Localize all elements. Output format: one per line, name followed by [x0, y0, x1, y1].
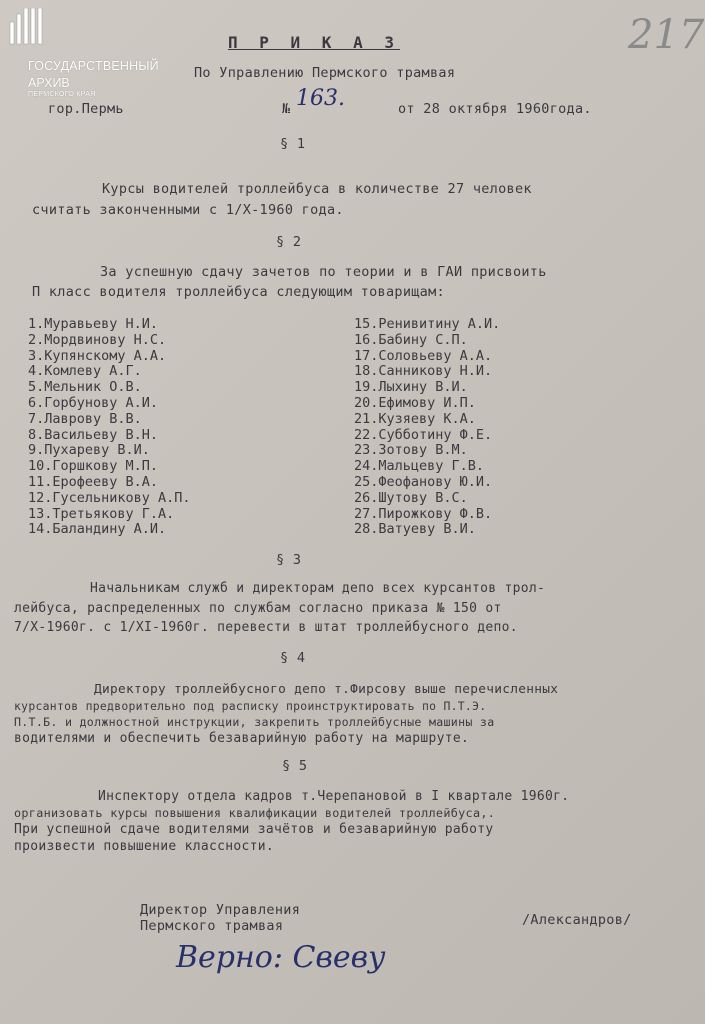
- list-item: 17.Соловьеву А.А.: [354, 347, 493, 364]
- document-subtitle: По Управлению Пермского трамвая: [194, 65, 456, 81]
- list-item: 22.Субботину Ф.Е.: [354, 426, 493, 443]
- section-heading: § 3: [276, 552, 302, 568]
- order-date: от 28 октября 1960года.: [398, 101, 592, 117]
- list-item: 8.Васильеву В.Н.: [28, 426, 159, 443]
- section-line: водителями и обеспечить безаварийную работу на маршруте.: [14, 731, 470, 746]
- list-item: 6.Горбунову А.И.: [28, 394, 159, 411]
- order-number-sign: №: [282, 101, 291, 117]
- section-heading: § 1: [280, 136, 306, 152]
- section-line: П.Т.Б. и должностной инструкции, закрепить троллейбусные машины за: [14, 715, 495, 729]
- signatory-position: Пермского трамвая: [140, 918, 284, 934]
- names-list-right: [354, 316, 500, 537]
- list-item: 27.Пирожкову Ф.В.: [354, 505, 493, 522]
- list-item: 23.Зотову В.М.: [354, 442, 468, 459]
- list-item: 7.Лаврову В.В.: [28, 410, 142, 427]
- section-line: курсантов предворительно под расписку проинструктировать по П.Т.Э.: [14, 699, 487, 713]
- list-item: 11.Ерофееву В.А.: [28, 473, 159, 490]
- list-item: 19.Лыхину В.И.: [354, 379, 468, 396]
- list-item: 1.Муравьеву Н.И.: [28, 316, 159, 332]
- list-item: 21.Кузяеву К.А.: [354, 410, 476, 427]
- list-item: 20.Ефимову И.П.: [354, 394, 476, 411]
- list-item: 28.Ватуеву В.И.: [354, 521, 476, 538]
- list-item: 25.Феофанову Ю.И.: [354, 473, 493, 490]
- list-item: 13.Третьякову Г.А.: [28, 505, 175, 522]
- signatory-name: /Александров/: [522, 912, 632, 928]
- section-line: За успешную сдачу зачетов по теории и в ГАИ присвоить: [100, 264, 547, 280]
- section-line: произвести повышение классности.: [14, 839, 275, 854]
- logo-text-line3: ПЕРМСКОГО КРАЯ: [28, 91, 96, 98]
- certification-handwritten: Верно: Свеву: [176, 940, 386, 975]
- section-line: Инспектору отдела кадров т.Черепановой в I квартале 1960г.: [98, 789, 570, 804]
- list-item: 5.Мельник О.В.: [28, 379, 142, 396]
- section-line: Курсы водителей троллейбуса в количестве 27 человек: [102, 181, 532, 197]
- list-item: 12.Гусельникову А.П.: [28, 489, 191, 506]
- list-item: 4.Комлеву А.Г.: [28, 363, 142, 380]
- logo-text-line2: АРХИВ: [28, 76, 70, 90]
- list-item: 16.Бабину С.П.: [354, 331, 468, 348]
- order-number: 163.: [296, 86, 345, 111]
- section-line: организовать курсы повышения квалификации водителей троллейбуса,.: [14, 806, 496, 820]
- section-line: П класс водителя троллейбуса следующим товарищам:: [32, 284, 445, 300]
- list-item: 26.Шутову В.С.: [354, 489, 468, 506]
- section-line: При успешной сдаче водителями зачётов и безаварийную работу: [14, 822, 494, 837]
- section-heading: § 2: [276, 234, 302, 250]
- list-item: 18.Санникову Н.И.: [354, 363, 493, 380]
- section-line: лейбуса, распределенных по службам согласно приказа № 150 от: [14, 601, 502, 616]
- section-line: Начальникам служб и директорам депо всех курсантов трол-: [90, 581, 546, 596]
- document-title: П Р И К А З: [228, 33, 400, 52]
- list-item: 10.Горшкову М.П.: [28, 458, 159, 475]
- signatory-position: Директор Управления: [140, 902, 301, 918]
- archive-logo-icon: [8, 8, 44, 46]
- list-item: 2.Мордвинову Н.С.: [28, 331, 167, 348]
- list-item: 14.Баландину А.И.: [28, 521, 167, 538]
- section-line: Директору троллейбусного депо т.Фирсову выше перечисленных: [94, 682, 559, 697]
- section-line: считать законченными с 1/Х-1960 года.: [32, 202, 344, 218]
- list-item: 24.Мальцеву Г.В.: [354, 458, 485, 475]
- names-list-left: [28, 316, 191, 537]
- section-heading: § 4: [280, 650, 306, 666]
- list-item: 3.Купянскому А.А.: [28, 347, 167, 364]
- list-item: 9.Пухареву В.И.: [28, 442, 150, 459]
- section-line: 7/Х-1960г. с 1/ХI-1960г. перевести в штат троллейбусного депо.: [14, 620, 518, 635]
- folio-number: 217: [628, 12, 705, 58]
- archive-logo: [8, 8, 183, 98]
- city-label: гор.Пермь: [48, 101, 124, 117]
- section-heading: § 5: [282, 758, 308, 774]
- logo-text-line1: ГОСУДАРСТВЕННЫЙ: [28, 59, 159, 73]
- list-item: 15.Ренивитину А.И.: [354, 316, 501, 332]
